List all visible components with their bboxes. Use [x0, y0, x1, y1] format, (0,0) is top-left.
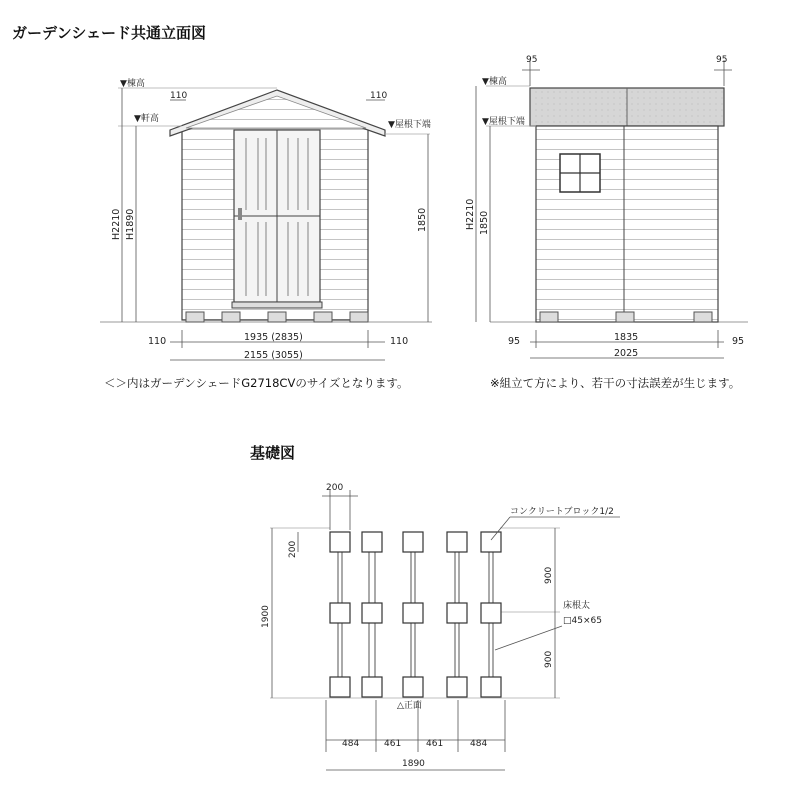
- front-width-total: 2155 (3055): [244, 350, 303, 361]
- front-width-inner: 1935 (2835): [244, 332, 303, 343]
- front-base-right: 110: [390, 336, 409, 347]
- fp-width-total: 1890: [402, 759, 425, 769]
- fp-joist-leader: [495, 626, 562, 650]
- fp-span-4: 484: [470, 739, 488, 749]
- fp-block-depth: 200: [288, 540, 298, 558]
- fp-block-label: コンクリートブロック1/2: [510, 507, 614, 517]
- side-height-ridge: H2210: [465, 198, 476, 230]
- foundation-plan: [261, 483, 620, 770]
- assembly-note: ※組立て方により、若干の寸法誤差が生じます。: [490, 376, 741, 390]
- fp-joist-label: 床根太: [563, 601, 591, 611]
- side-base-right: 95: [732, 336, 745, 347]
- front-elevation: [100, 77, 432, 361]
- side-overhang-left: 95: [526, 55, 538, 65]
- front-height-eave: H1890: [125, 208, 136, 240]
- side-height-bottom: 1850: [479, 210, 490, 235]
- side-width-inner: 1835: [614, 332, 639, 343]
- side-elevation: [465, 55, 748, 359]
- front-height-bottom: 1850: [417, 207, 428, 232]
- door-threshold: [232, 302, 322, 308]
- fp-front-label: △正面: [397, 701, 422, 711]
- front-overhang-left: 110: [170, 91, 188, 101]
- side-overhang-right: 95: [716, 55, 728, 65]
- front-base-left: 110: [148, 336, 167, 347]
- fp-span-2: 461: [384, 739, 402, 749]
- door-handle: [238, 208, 242, 220]
- front-ridge-label: ▼棟高: [120, 79, 145, 89]
- fp-block-width: 200: [326, 483, 344, 493]
- side-width-total: 2025: [614, 348, 639, 359]
- side-base-left: 95: [508, 336, 521, 347]
- elevation-title: ガーデンシェード共通立面図: [12, 24, 207, 42]
- front-roof-bottom-label: ▼屋根下端: [388, 120, 431, 130]
- fp-joist-size: □45×65: [563, 616, 602, 626]
- front-overhang-right: 110: [370, 91, 388, 101]
- foundation-title: 基礎図: [250, 444, 296, 462]
- front-height-ridge: H2210: [111, 208, 122, 240]
- side-ridge-label: ▼棟高: [482, 77, 507, 87]
- fp-depth-bottom: 900: [544, 650, 554, 668]
- fp-depth-top: 900: [544, 566, 554, 584]
- front-eave-label: ▼軒高: [134, 114, 159, 124]
- size-note: ＜＞内はガーデンシェードG2718CVのサイズとなります。: [104, 376, 409, 390]
- fp-span-3: 461: [426, 739, 444, 749]
- fp-depth-total: 1900: [261, 605, 271, 628]
- fp-span-1: 484: [342, 739, 360, 749]
- side-roof-bottom-label: ▼屋根下端: [482, 117, 525, 127]
- front-gable: [186, 96, 366, 128]
